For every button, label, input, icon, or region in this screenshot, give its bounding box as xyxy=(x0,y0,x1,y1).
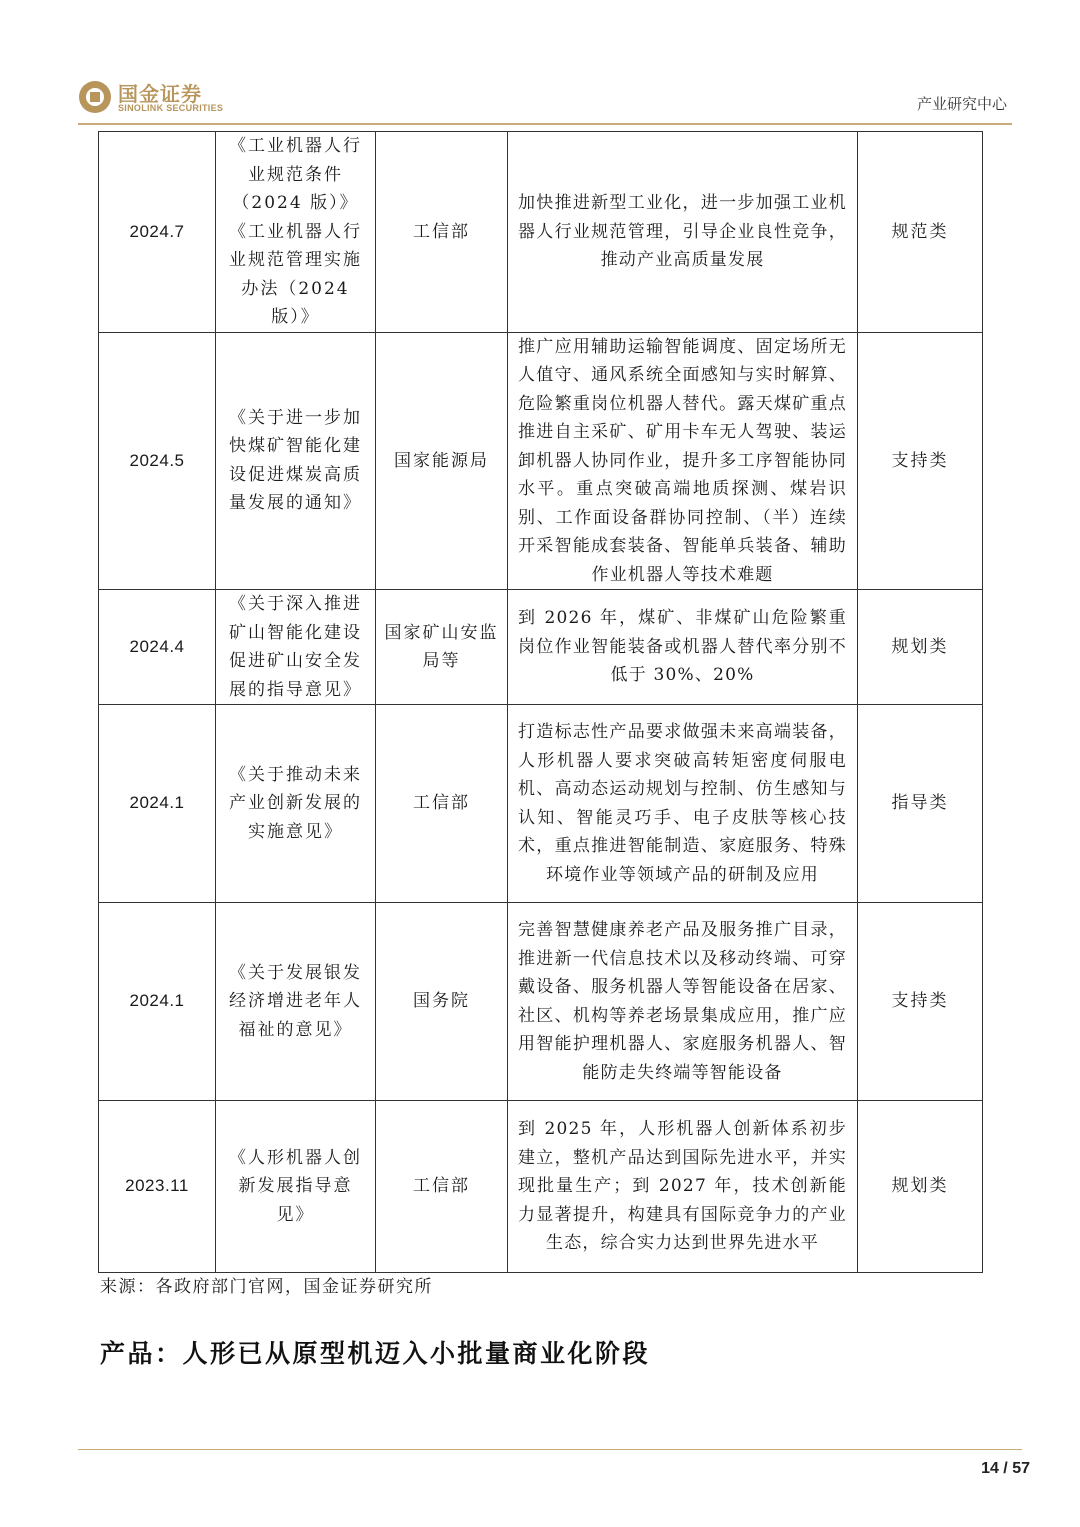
table-row xyxy=(99,705,983,903)
logo-english-name: SINOLINK SECURITIES xyxy=(118,103,224,113)
cell-category: 支持类 xyxy=(858,903,983,1101)
cell-date: 2024.5 xyxy=(99,332,216,590)
cell-category: 支持类 xyxy=(858,332,983,590)
cell-content: 打造标志性产品要求做强未来高端装备，人形机器人要求突破高转矩密度伺服电机、高动态运动规划与控制、仿生感知与认知、智能灵巧手、电子皮肤等核心技术，重点推进智能制造、家庭服务、特殊环境作业等领域产品的研制及应用 xyxy=(508,705,858,903)
cell-department: 工信部 xyxy=(376,132,508,333)
cell-date: 2023.11 xyxy=(99,1101,216,1273)
logo-chinese-name: 国金证券 xyxy=(118,82,202,106)
cell-category: 规划类 xyxy=(858,590,983,705)
cell-policy: 《关于深入推进矿山智能化建设促进矿山安全发展的指导意见》 xyxy=(216,590,376,705)
cell-department: 工信部 xyxy=(376,1101,508,1273)
cell-category: 规划类 xyxy=(858,1101,983,1273)
cell-policy: 《关于进一步加快煤矿智能化建设促进煤炭高质量发展的通知》 xyxy=(216,332,376,590)
section-heading: 产品：人形已从原型机迈入小批量商业化阶段 xyxy=(100,1339,651,1368)
page-header xyxy=(0,0,1080,130)
cell-department: 工信部 xyxy=(376,705,508,903)
cell-date: 2024.1 xyxy=(99,903,216,1101)
cell-category: 指导类 xyxy=(858,705,983,903)
cell-content: 加快推进新型工业化，进一步加强工业机器人行业规范管理，引导企业良性竞争，推动产业高质量发展 xyxy=(508,132,858,333)
cell-date: 2024.1 xyxy=(99,705,216,903)
company-logo xyxy=(78,78,248,118)
cell-policy: 《关于推动未来产业创新发展的实施意见》 xyxy=(216,705,376,903)
cell-policy: 《工业机器人行业规范条件（2024 版）》《工业机器人行业规范管理实施办法（2024 版）》 xyxy=(216,132,376,333)
table-row xyxy=(99,132,983,333)
table-row xyxy=(99,332,983,590)
cell-category: 规范类 xyxy=(858,132,983,333)
table-source-note: 来源：各政府部门官网，国金证券研究所 xyxy=(100,1277,433,1297)
page-number: 14 / 57 xyxy=(981,1460,1030,1477)
department-label: 产业研究中心 xyxy=(916,95,1007,113)
policy-table xyxy=(98,131,983,1273)
cell-department: 国家矿山安监局等 xyxy=(376,590,508,705)
cell-policy: 《关于发展银发经济增进老年人福祉的意见》 xyxy=(216,903,376,1101)
cell-content: 推广应用辅助运输智能调度、固定场所无人值守、通风系统全面感知与实时解算、危险繁重岗位机器人替代。露天煤矿重点推进自主采矿、矿用卡车无人驾驶、装运卸机器人协同作业，提升多工序智能协同水平。重点突破高端地质探测、煤岩识别、工作面设备群协同控制、（半）连续开采智能成套装备、智能单兵装备、辅助作业机器人等技术难题 xyxy=(508,332,858,590)
cell-content: 到 2026 年，煤矿、非煤矿山危险繁重岗位作业智能装备或机器人替代率分别不低于 30%、20% xyxy=(508,590,858,705)
cell-department: 国家能源局 xyxy=(376,332,508,590)
cell-date: 2024.7 xyxy=(99,132,216,333)
logo-mark-icon xyxy=(78,80,112,114)
cell-content: 到 2025 年，人形机器人创新体系初步建立，整机产品达到国际先进水平，并实现批量生产；到 2027 年，技术创新能力显著提升，构建具有国际竞争力的产业生态，综合实力达到世界先进水平 xyxy=(508,1101,858,1273)
table-row xyxy=(99,590,983,705)
cell-content: 完善智慧健康养老产品及服务推广目录，推进新一代信息技术以及移动终端、可穿戴设备、服务机器人等智能设备在居家、社区、机构等养老场景集成应用，推广应用智能护理机器人、家庭服务机器人、智能防走失终端等智能设备 xyxy=(508,903,858,1101)
cell-department: 国务院 xyxy=(376,903,508,1101)
table-row xyxy=(99,903,983,1101)
table-row xyxy=(99,1101,983,1273)
cell-policy: 《人形机器人创新发展指导意见》 xyxy=(216,1101,376,1273)
footer-divider xyxy=(78,1449,1022,1450)
cell-date: 2024.4 xyxy=(99,590,216,705)
header-divider xyxy=(78,123,1012,125)
